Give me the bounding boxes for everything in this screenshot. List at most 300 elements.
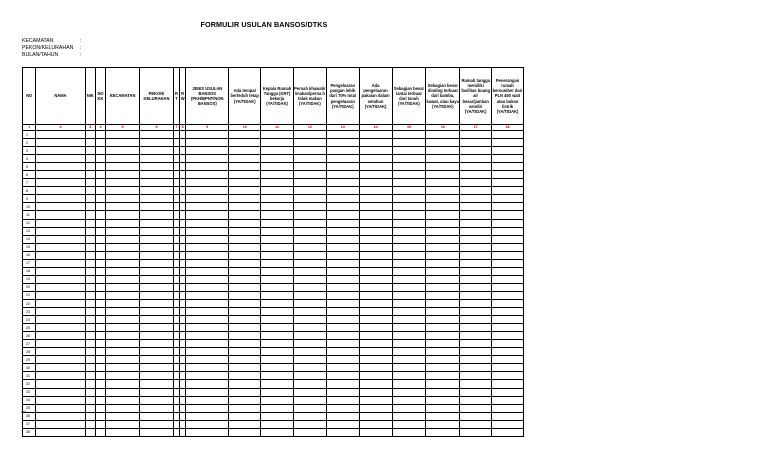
table-cell[interactable] bbox=[326, 219, 359, 227]
table-cell[interactable] bbox=[36, 227, 85, 235]
table-cell[interactable] bbox=[293, 291, 326, 299]
table-cell[interactable] bbox=[85, 203, 95, 211]
table-cell[interactable] bbox=[293, 364, 326, 372]
table-cell[interactable] bbox=[426, 275, 460, 283]
table-cell[interactable] bbox=[95, 348, 105, 356]
table-cell[interactable] bbox=[426, 251, 460, 259]
table-cell[interactable] bbox=[229, 420, 261, 428]
table-cell[interactable] bbox=[392, 396, 426, 404]
table-cell[interactable] bbox=[95, 283, 105, 291]
table-cell[interactable] bbox=[106, 372, 140, 380]
table-cell[interactable] bbox=[261, 324, 294, 332]
table-cell[interactable] bbox=[293, 195, 326, 203]
table-cell[interactable] bbox=[85, 187, 95, 195]
table-cell[interactable] bbox=[293, 348, 326, 356]
table-cell[interactable] bbox=[186, 364, 229, 372]
table-cell[interactable] bbox=[460, 171, 492, 179]
table-cell[interactable] bbox=[85, 139, 95, 147]
table-cell[interactable] bbox=[326, 275, 359, 283]
table-cell[interactable] bbox=[85, 291, 95, 299]
table-cell[interactable] bbox=[186, 243, 229, 251]
table-cell[interactable] bbox=[359, 267, 392, 275]
table-cell[interactable] bbox=[106, 308, 140, 316]
table-cell[interactable] bbox=[95, 340, 105, 348]
table-cell[interactable] bbox=[293, 227, 326, 235]
table-cell[interactable] bbox=[85, 243, 95, 251]
table-cell[interactable] bbox=[261, 396, 294, 404]
table-cell[interactable] bbox=[426, 243, 460, 251]
table-cell[interactable] bbox=[36, 332, 85, 340]
table-cell[interactable] bbox=[460, 412, 492, 420]
table-cell[interactable] bbox=[492, 227, 524, 235]
table-cell[interactable] bbox=[186, 283, 229, 291]
table-cell[interactable] bbox=[95, 380, 105, 388]
table-cell[interactable] bbox=[106, 404, 140, 412]
table-cell[interactable] bbox=[261, 179, 294, 187]
table-cell[interactable] bbox=[36, 171, 85, 179]
table-cell[interactable] bbox=[293, 203, 326, 211]
table-cell[interactable] bbox=[460, 187, 492, 195]
table-cell[interactable] bbox=[106, 283, 140, 291]
table-cell[interactable] bbox=[392, 316, 426, 324]
table-cell[interactable] bbox=[359, 147, 392, 155]
table-cell[interactable] bbox=[293, 219, 326, 227]
table-cell[interactable] bbox=[106, 291, 140, 299]
table-cell[interactable] bbox=[140, 139, 174, 147]
table-cell[interactable] bbox=[293, 243, 326, 251]
table-cell[interactable] bbox=[293, 171, 326, 179]
table-cell[interactable] bbox=[95, 275, 105, 283]
table-cell[interactable] bbox=[460, 340, 492, 348]
table-cell[interactable] bbox=[229, 163, 261, 171]
table-cell[interactable] bbox=[392, 219, 426, 227]
table-cell[interactable] bbox=[85, 259, 95, 267]
table-cell[interactable] bbox=[85, 211, 95, 219]
table-cell[interactable] bbox=[186, 324, 229, 332]
table-cell[interactable] bbox=[95, 299, 105, 307]
table-cell[interactable] bbox=[229, 380, 261, 388]
table-cell[interactable] bbox=[36, 235, 85, 243]
table-cell[interactable] bbox=[492, 235, 524, 243]
table-cell[interactable] bbox=[229, 291, 261, 299]
table-cell[interactable] bbox=[426, 291, 460, 299]
table-cell[interactable] bbox=[140, 380, 174, 388]
table-cell[interactable] bbox=[326, 211, 359, 219]
table-cell[interactable] bbox=[85, 179, 95, 187]
table-cell[interactable] bbox=[85, 356, 95, 364]
table-cell[interactable] bbox=[186, 171, 229, 179]
table-cell[interactable] bbox=[186, 412, 229, 420]
table-cell[interactable] bbox=[392, 372, 426, 380]
table-cell[interactable] bbox=[140, 187, 174, 195]
table-cell[interactable] bbox=[229, 332, 261, 340]
table-cell[interactable] bbox=[85, 219, 95, 227]
table-cell[interactable] bbox=[261, 147, 294, 155]
table-cell[interactable] bbox=[229, 251, 261, 259]
table-cell[interactable] bbox=[392, 251, 426, 259]
table-cell[interactable] bbox=[85, 348, 95, 356]
table-cell[interactable] bbox=[186, 203, 229, 211]
table-cell[interactable] bbox=[326, 139, 359, 147]
table-cell[interactable] bbox=[492, 195, 524, 203]
table-cell[interactable] bbox=[426, 187, 460, 195]
table-cell[interactable] bbox=[140, 340, 174, 348]
table-cell[interactable] bbox=[95, 420, 105, 428]
table-cell[interactable] bbox=[95, 412, 105, 420]
table-cell[interactable] bbox=[85, 283, 95, 291]
table-cell[interactable] bbox=[140, 195, 174, 203]
table-cell[interactable] bbox=[36, 179, 85, 187]
table-cell[interactable] bbox=[140, 356, 174, 364]
table-cell[interactable] bbox=[492, 203, 524, 211]
table-cell[interactable] bbox=[229, 259, 261, 267]
table-cell[interactable] bbox=[140, 235, 174, 243]
table-cell[interactable] bbox=[261, 404, 294, 412]
table-cell[interactable] bbox=[186, 131, 229, 139]
table-cell[interactable] bbox=[460, 259, 492, 267]
table-cell[interactable] bbox=[326, 332, 359, 340]
table-cell[interactable] bbox=[326, 364, 359, 372]
table-cell[interactable] bbox=[460, 291, 492, 299]
table-cell[interactable] bbox=[426, 203, 460, 211]
table-cell[interactable] bbox=[460, 195, 492, 203]
table-cell[interactable] bbox=[326, 428, 359, 436]
table-cell[interactable] bbox=[359, 308, 392, 316]
table-cell[interactable] bbox=[36, 139, 85, 147]
table-cell[interactable] bbox=[492, 332, 524, 340]
table-cell[interactable] bbox=[36, 316, 85, 324]
table-cell[interactable] bbox=[359, 219, 392, 227]
table-cell[interactable] bbox=[261, 155, 294, 163]
table-cell[interactable] bbox=[392, 291, 426, 299]
table-cell[interactable] bbox=[359, 275, 392, 283]
table-cell[interactable] bbox=[36, 283, 85, 291]
table-cell[interactable] bbox=[460, 139, 492, 147]
table-cell[interactable] bbox=[106, 348, 140, 356]
table-cell[interactable] bbox=[359, 388, 392, 396]
table-cell[interactable] bbox=[359, 332, 392, 340]
table-cell[interactable] bbox=[359, 227, 392, 235]
table-cell[interactable] bbox=[229, 243, 261, 251]
table-cell[interactable] bbox=[426, 283, 460, 291]
table-cell[interactable] bbox=[140, 267, 174, 275]
table-cell[interactable] bbox=[392, 147, 426, 155]
table-cell[interactable] bbox=[326, 259, 359, 267]
table-cell[interactable] bbox=[140, 227, 174, 235]
table-cell[interactable] bbox=[95, 155, 105, 163]
table-cell[interactable] bbox=[95, 227, 105, 235]
table-cell[interactable] bbox=[95, 163, 105, 171]
table-cell[interactable] bbox=[261, 291, 294, 299]
table-cell[interactable] bbox=[106, 316, 140, 324]
table-cell[interactable] bbox=[261, 332, 294, 340]
table-cell[interactable] bbox=[229, 412, 261, 420]
table-cell[interactable] bbox=[492, 404, 524, 412]
table-cell[interactable] bbox=[492, 420, 524, 428]
table-cell[interactable] bbox=[106, 267, 140, 275]
table-cell[interactable] bbox=[293, 388, 326, 396]
table-cell[interactable] bbox=[492, 283, 524, 291]
table-cell[interactable] bbox=[426, 179, 460, 187]
table-cell[interactable] bbox=[460, 147, 492, 155]
table-cell[interactable] bbox=[359, 139, 392, 147]
table-cell[interactable] bbox=[229, 340, 261, 348]
table-cell[interactable] bbox=[85, 227, 95, 235]
table-cell[interactable] bbox=[36, 356, 85, 364]
table-cell[interactable] bbox=[359, 131, 392, 139]
table-cell[interactable] bbox=[392, 203, 426, 211]
table-cell[interactable] bbox=[293, 316, 326, 324]
table-cell[interactable] bbox=[492, 316, 524, 324]
table-cell[interactable] bbox=[326, 380, 359, 388]
table-cell[interactable] bbox=[359, 428, 392, 436]
table-cell[interactable] bbox=[186, 348, 229, 356]
table-cell[interactable] bbox=[392, 412, 426, 420]
table-cell[interactable] bbox=[460, 283, 492, 291]
table-cell[interactable] bbox=[492, 163, 524, 171]
table-cell[interactable] bbox=[492, 299, 524, 307]
table-cell[interactable] bbox=[85, 267, 95, 275]
table-cell[interactable] bbox=[293, 420, 326, 428]
table-cell[interactable] bbox=[261, 211, 294, 219]
table-cell[interactable] bbox=[426, 235, 460, 243]
table-cell[interactable] bbox=[261, 420, 294, 428]
table-cell[interactable] bbox=[186, 139, 229, 147]
table-cell[interactable] bbox=[95, 219, 105, 227]
table-cell[interactable] bbox=[186, 428, 229, 436]
table-cell[interactable] bbox=[426, 396, 460, 404]
table-cell[interactable] bbox=[186, 380, 229, 388]
table-cell[interactable] bbox=[326, 171, 359, 179]
table-cell[interactable] bbox=[36, 412, 85, 420]
table-cell[interactable] bbox=[261, 163, 294, 171]
table-cell[interactable] bbox=[492, 372, 524, 380]
table-cell[interactable] bbox=[36, 147, 85, 155]
table-cell[interactable] bbox=[106, 356, 140, 364]
table-cell[interactable] bbox=[492, 187, 524, 195]
table-cell[interactable] bbox=[36, 275, 85, 283]
table-cell[interactable] bbox=[359, 187, 392, 195]
table-cell[interactable] bbox=[392, 364, 426, 372]
table-cell[interactable] bbox=[326, 243, 359, 251]
table-cell[interactable] bbox=[326, 187, 359, 195]
table-cell[interactable] bbox=[293, 428, 326, 436]
table-cell[interactable] bbox=[293, 267, 326, 275]
table-cell[interactable] bbox=[492, 243, 524, 251]
table-cell[interactable] bbox=[186, 308, 229, 316]
table-cell[interactable] bbox=[95, 332, 105, 340]
table-cell[interactable] bbox=[85, 299, 95, 307]
table-cell[interactable] bbox=[229, 308, 261, 316]
table-cell[interactable] bbox=[359, 283, 392, 291]
table-cell[interactable] bbox=[186, 420, 229, 428]
table-cell[interactable] bbox=[392, 211, 426, 219]
table-cell[interactable] bbox=[460, 211, 492, 219]
table-cell[interactable] bbox=[492, 388, 524, 396]
table-cell[interactable] bbox=[229, 139, 261, 147]
table-cell[interactable] bbox=[140, 219, 174, 227]
table-cell[interactable] bbox=[95, 324, 105, 332]
table-cell[interactable] bbox=[460, 372, 492, 380]
table-cell[interactable] bbox=[36, 163, 85, 171]
table-cell[interactable] bbox=[36, 372, 85, 380]
table-cell[interactable] bbox=[140, 275, 174, 283]
table-cell[interactable] bbox=[229, 211, 261, 219]
table-cell[interactable] bbox=[359, 235, 392, 243]
table-cell[interactable] bbox=[359, 364, 392, 372]
table-cell[interactable] bbox=[359, 348, 392, 356]
table-cell[interactable] bbox=[106, 187, 140, 195]
table-cell[interactable] bbox=[392, 259, 426, 267]
table-cell[interactable] bbox=[106, 299, 140, 307]
table-cell[interactable] bbox=[229, 364, 261, 372]
table-cell[interactable] bbox=[426, 332, 460, 340]
table-cell[interactable] bbox=[95, 396, 105, 404]
table-cell[interactable] bbox=[229, 219, 261, 227]
table-cell[interactable] bbox=[359, 251, 392, 259]
table-cell[interactable] bbox=[460, 332, 492, 340]
table-cell[interactable] bbox=[106, 243, 140, 251]
table-cell[interactable] bbox=[140, 147, 174, 155]
table-cell[interactable] bbox=[326, 195, 359, 203]
table-cell[interactable] bbox=[359, 291, 392, 299]
table-cell[interactable] bbox=[359, 340, 392, 348]
table-cell[interactable] bbox=[140, 163, 174, 171]
table-cell[interactable] bbox=[95, 195, 105, 203]
table-cell[interactable] bbox=[85, 372, 95, 380]
table-cell[interactable] bbox=[106, 428, 140, 436]
table-cell[interactable] bbox=[460, 316, 492, 324]
table-cell[interactable] bbox=[36, 155, 85, 163]
table-cell[interactable] bbox=[229, 356, 261, 364]
table-cell[interactable] bbox=[426, 299, 460, 307]
table-cell[interactable] bbox=[106, 163, 140, 171]
table-cell[interactable] bbox=[460, 235, 492, 243]
table-cell[interactable] bbox=[359, 163, 392, 171]
table-cell[interactable] bbox=[261, 364, 294, 372]
table-cell[interactable] bbox=[261, 380, 294, 388]
table-cell[interactable] bbox=[426, 211, 460, 219]
table-cell[interactable] bbox=[326, 163, 359, 171]
table-cell[interactable] bbox=[392, 332, 426, 340]
table-cell[interactable] bbox=[460, 428, 492, 436]
table-cell[interactable] bbox=[85, 316, 95, 324]
table-cell[interactable] bbox=[359, 412, 392, 420]
table-cell[interactable] bbox=[140, 420, 174, 428]
table-cell[interactable] bbox=[460, 227, 492, 235]
table-cell[interactable] bbox=[36, 404, 85, 412]
table-cell[interactable] bbox=[229, 131, 261, 139]
table-cell[interactable] bbox=[326, 179, 359, 187]
table-cell[interactable] bbox=[261, 139, 294, 147]
table-cell[interactable] bbox=[229, 267, 261, 275]
table-cell[interactable] bbox=[229, 324, 261, 332]
table-cell[interactable] bbox=[140, 259, 174, 267]
table-cell[interactable] bbox=[36, 203, 85, 211]
table-cell[interactable] bbox=[326, 251, 359, 259]
table-cell[interactable] bbox=[426, 420, 460, 428]
table-cell[interactable] bbox=[95, 388, 105, 396]
table-cell[interactable] bbox=[426, 131, 460, 139]
table-cell[interactable] bbox=[140, 155, 174, 163]
table-cell[interactable] bbox=[293, 412, 326, 420]
table-cell[interactable] bbox=[326, 372, 359, 380]
table-cell[interactable] bbox=[293, 259, 326, 267]
table-cell[interactable] bbox=[261, 251, 294, 259]
table-cell[interactable] bbox=[186, 275, 229, 283]
table-cell[interactable] bbox=[140, 131, 174, 139]
table-cell[interactable] bbox=[359, 203, 392, 211]
table-cell[interactable] bbox=[293, 380, 326, 388]
table-cell[interactable] bbox=[492, 340, 524, 348]
table-cell[interactable] bbox=[326, 291, 359, 299]
table-cell[interactable] bbox=[293, 211, 326, 219]
table-cell[interactable] bbox=[460, 163, 492, 171]
table-cell[interactable] bbox=[426, 380, 460, 388]
table-cell[interactable] bbox=[392, 275, 426, 283]
table-cell[interactable] bbox=[492, 179, 524, 187]
table-cell[interactable] bbox=[186, 267, 229, 275]
table-cell[interactable] bbox=[392, 139, 426, 147]
table-cell[interactable] bbox=[392, 235, 426, 243]
table-cell[interactable] bbox=[106, 275, 140, 283]
table-cell[interactable] bbox=[359, 155, 392, 163]
table-cell[interactable] bbox=[293, 372, 326, 380]
table-cell[interactable] bbox=[293, 324, 326, 332]
table-cell[interactable] bbox=[261, 259, 294, 267]
table-cell[interactable] bbox=[392, 340, 426, 348]
table-cell[interactable] bbox=[106, 219, 140, 227]
table-cell[interactable] bbox=[229, 283, 261, 291]
table-cell[interactable] bbox=[261, 388, 294, 396]
table-cell[interactable] bbox=[460, 267, 492, 275]
table-cell[interactable] bbox=[229, 203, 261, 211]
table-cell[interactable] bbox=[460, 380, 492, 388]
table-cell[interactable] bbox=[186, 340, 229, 348]
table-cell[interactable] bbox=[392, 348, 426, 356]
table-cell[interactable] bbox=[426, 364, 460, 372]
table-cell[interactable] bbox=[36, 308, 85, 316]
table-cell[interactable] bbox=[106, 251, 140, 259]
table-cell[interactable] bbox=[186, 316, 229, 324]
table-cell[interactable] bbox=[460, 324, 492, 332]
table-cell[interactable] bbox=[460, 155, 492, 163]
table-cell[interactable] bbox=[140, 203, 174, 211]
table-cell[interactable] bbox=[392, 187, 426, 195]
table-cell[interactable] bbox=[392, 131, 426, 139]
table-cell[interactable] bbox=[85, 308, 95, 316]
table-cell[interactable] bbox=[426, 267, 460, 275]
table-cell[interactable] bbox=[326, 131, 359, 139]
table-cell[interactable] bbox=[106, 171, 140, 179]
table-cell[interactable] bbox=[359, 420, 392, 428]
table-cell[interactable] bbox=[492, 251, 524, 259]
table-cell[interactable] bbox=[106, 227, 140, 235]
table-cell[interactable] bbox=[460, 356, 492, 364]
table-cell[interactable] bbox=[359, 396, 392, 404]
table-cell[interactable] bbox=[229, 404, 261, 412]
table-cell[interactable] bbox=[293, 251, 326, 259]
table-cell[interactable] bbox=[492, 428, 524, 436]
table-cell[interactable] bbox=[106, 364, 140, 372]
table-cell[interactable] bbox=[140, 283, 174, 291]
table-cell[interactable] bbox=[359, 195, 392, 203]
table-cell[interactable] bbox=[460, 179, 492, 187]
table-cell[interactable] bbox=[85, 340, 95, 348]
table-cell[interactable] bbox=[326, 348, 359, 356]
table-cell[interactable] bbox=[326, 147, 359, 155]
table-cell[interactable] bbox=[85, 420, 95, 428]
